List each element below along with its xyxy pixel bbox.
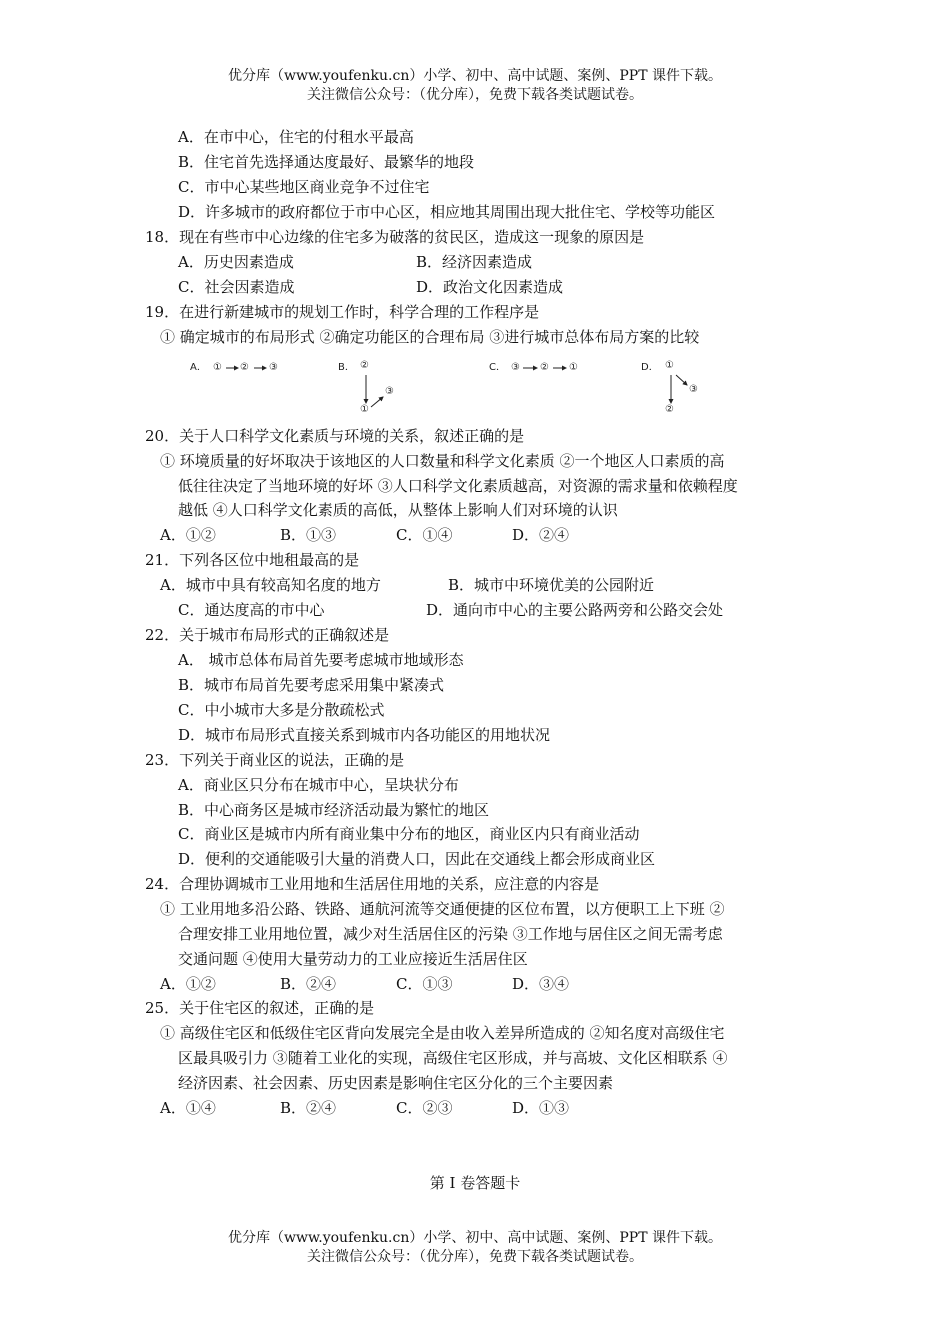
diagram-a-node-2: ② <box>240 362 249 373</box>
q18-option-b: B．经济因素造成 <box>416 253 533 271</box>
q20-option-d: D．②④ <box>512 526 570 544</box>
q17-option-d: D．许多城市的政府都位于市中心区，相应地其周围出现大批住宅、学校等功能区 <box>178 203 716 221</box>
q23-option-a: A．商业区只分布在城市中心，呈块状分布 <box>178 776 459 794</box>
q25-stem: 25．关于住宅区的叙述，正确的是 <box>145 999 375 1017</box>
diagram-d-node-bottom: ② <box>665 404 674 415</box>
q24-line-3: 交通问题 ④使用大量劳动力的工业应接近生活居住区 <box>178 950 528 968</box>
q22-option-b: B．城市布局首先要考虑采用集中紧凑式 <box>178 676 445 694</box>
q17-option-b: B．住宅首先选择通达度最好、最繁华的地段 <box>178 153 475 171</box>
header-line-1: 优分库（www.youfenku.cn）小学、初中、高中试题、案例、PPT 课件下载。 <box>227 68 722 84</box>
q25-option-d: D．①③ <box>512 1099 570 1117</box>
diagram-c-node-1: ③ <box>511 362 520 373</box>
q19-stem: 19．在进行新建城市的规划工作时，科学合理的工作程序是 <box>145 303 540 321</box>
q21-option-c: C．通达度高的市中心 <box>178 601 325 619</box>
q25-option-a: A．①④ <box>160 1099 216 1117</box>
q21-stem: 21．下列各区位中地租最高的是 <box>145 551 360 569</box>
q18-stem: 18．现在有些市中心边缘的住宅多为破落的贫民区，造成这一现象的原因是 <box>145 228 645 246</box>
diagram-a-node-1: ① <box>213 362 222 373</box>
diagram-d-node-right: ③ <box>689 384 698 395</box>
q22-stem: 22．关于城市布局形式的正确叙述是 <box>145 626 390 644</box>
q25-option-c: C．②③ <box>396 1099 453 1117</box>
footer-line-1: 优分库（www.youfenku.cn）小学、初中、高中试题、案例、PPT 课件下载。 <box>227 1230 722 1246</box>
footer-line-2: 关注微信公众号：（优分库），免费下载各类试题试卷。 <box>307 1249 643 1265</box>
q20-option-c: C．①④ <box>396 526 453 544</box>
header-line-2: 关注微信公众号：（优分库），免费下载各类试题试卷。 <box>307 87 643 103</box>
diagram-b-label: B． <box>338 362 355 373</box>
q24-line-1: ① 工业用地多沿公路、铁路、通航河流等交通便捷的区位布置，以方便职工上下班 ② <box>160 900 725 918</box>
q24-option-a: A．①② <box>160 975 216 993</box>
q19-items: ① 确定城市的布局形式 ②确定功能区的合理布局 ③进行城市总体布局方案的比较 <box>160 328 700 346</box>
q25-line-2: 区最具吸引力 ③随着工业化的实现，高级住宅区形成，并与高坡、文化区相联系 ④ <box>178 1049 728 1067</box>
q24-option-b: B．②④ <box>280 975 337 993</box>
q25-line-3: 经济因素、社会因素、历史因素是影响住宅区分化的三个主要因素 <box>178 1074 614 1092</box>
q25-line-1: ① 高级住宅区和低级住宅区背向发展完全是由收入差异所造成的 ②知名度对高级住宅 <box>160 1024 725 1042</box>
q21-option-d: D．通向市中心的主要公路两旁和公路交会处 <box>426 601 724 619</box>
diagram-d-arrow-right <box>676 375 687 385</box>
q24-stem: 24．合理协调城市工业用地和生活居住用地的关系，应注意的内容是 <box>145 875 600 893</box>
diagram-a-node-3: ③ <box>269 362 278 373</box>
answer-card-title: 第 I 卷答题卡 <box>429 1174 521 1192</box>
diagram-a-label: A． <box>190 362 207 373</box>
q23-stem: 23．下列关于商业区的说法，正确的是 <box>145 751 405 769</box>
q24-option-c: C．①③ <box>396 975 453 993</box>
q22-option-d: D．城市布局形式直接关系到城市内各功能区的用地状况 <box>178 726 551 744</box>
diagram-d-label: D． <box>641 362 659 373</box>
q17-option-c: C．市中心某些地区商业竞争不过住宅 <box>178 178 430 196</box>
diagram-b-node-bottom: ① <box>360 404 369 415</box>
q20-line-3: 越低 ④人口科学文化素质的高低，从整体上影响人们对环境的认识 <box>178 501 618 519</box>
diagram-b-arrow-up <box>371 397 383 407</box>
q20-option-b: B．①③ <box>280 526 337 544</box>
q17-option-a: A．在市中心，住宅的付租水平最高 <box>178 128 414 146</box>
q21-option-a: A．城市中具有较高知名度的地方 <box>160 576 381 594</box>
q18-option-c: C．社会因素造成 <box>178 278 295 296</box>
q20-line-1: ① 环境质量的好坏取决于该地区的人口数量和科学文化素质 ②一个地区人口素质的高 <box>160 452 725 470</box>
q23-option-c: C．商业区是城市内所有商业集中分布的地区，商业区内只有商业活动 <box>178 825 640 843</box>
diagram-d-node-top: ① <box>665 360 674 371</box>
q20-line-2: 低往往决定了当地环境的好坏 ③人口科学文化素质越高，对资源的需求量和依赖程度 <box>178 477 738 495</box>
diagram-arrows <box>0 355 950 415</box>
q24-option-d: D．③④ <box>512 975 570 993</box>
q21-option-b: B．城市中环境优美的公园附近 <box>448 576 655 594</box>
q20-stem: 20．关于人口科学文化素质与环境的关系，叙述正确的是 <box>145 427 525 445</box>
q24-line-2: 合理安排工业用地位置，减少对生活居住区的污染 ③工作地与居住区之间无需考虑 <box>178 925 723 943</box>
diagram-b-node-top: ② <box>360 360 369 371</box>
q18-option-a: A．历史因素造成 <box>178 253 294 271</box>
q22-option-a: A． 城市总体布局首先要考虑城市地域形态 <box>178 651 464 669</box>
q18-option-d: D．政治文化因素造成 <box>416 278 564 296</box>
diagram-c-label: C． <box>489 362 506 373</box>
q22-option-c: C．中小城市大多是分散疏松式 <box>178 701 385 719</box>
diagram-c-node-3: ① <box>569 362 578 373</box>
diagram-c-node-2: ② <box>540 362 549 373</box>
q23-option-d: D．便利的交通能吸引大量的消费人口，因此在交通线上都会形成商业区 <box>178 850 656 868</box>
q20-option-a: A．①② <box>160 526 216 544</box>
q25-option-b: B．②④ <box>280 1099 337 1117</box>
q23-option-b: B．中心商务区是城市经济活动最为繁忙的地区 <box>178 801 490 819</box>
diagram-b-node-right: ③ <box>385 386 394 397</box>
